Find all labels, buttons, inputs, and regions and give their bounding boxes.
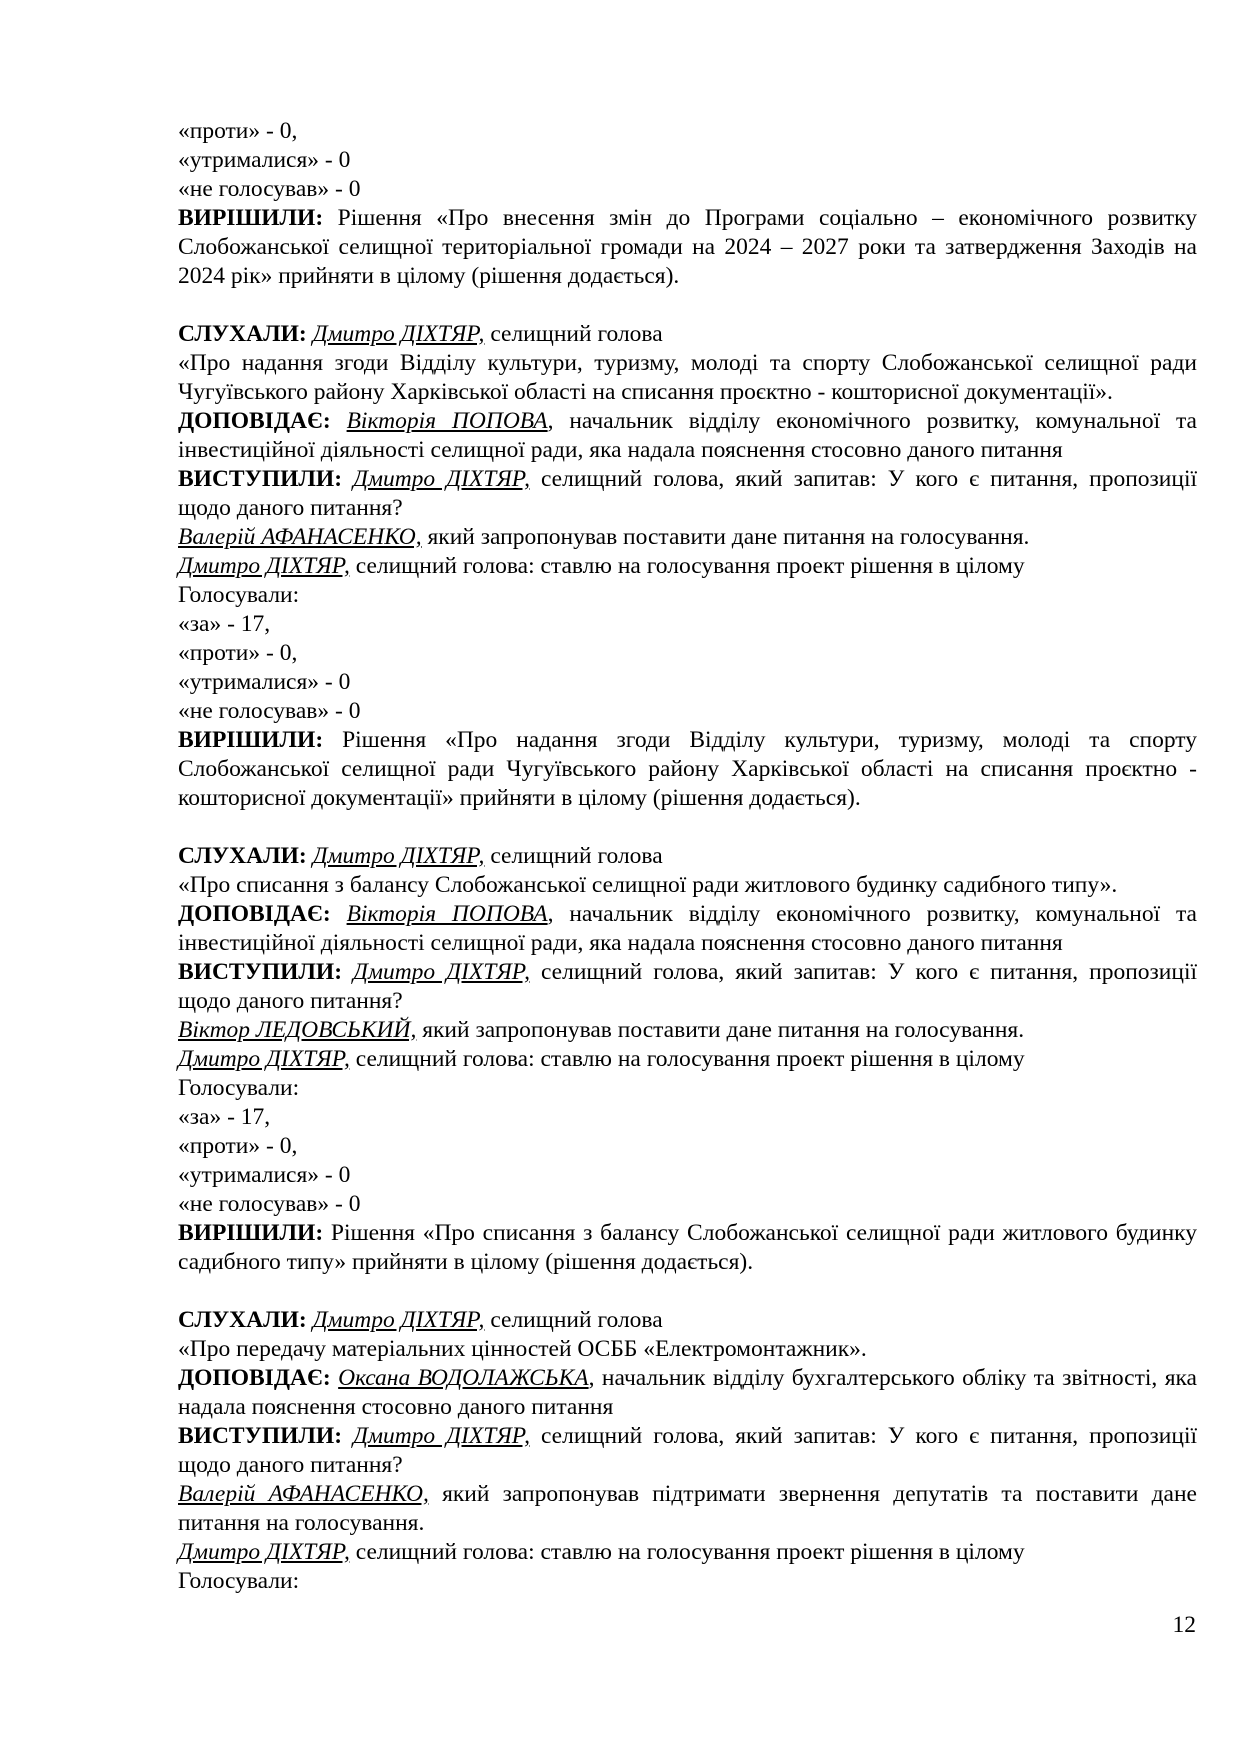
proposal-paragraph — [178, 1016, 1197, 1045]
spoke-paragraph — [178, 465, 1197, 523]
agenda-item-2 — [178, 842, 1197, 1277]
report-paragraph — [178, 407, 1197, 465]
chair-paragraph — [178, 1538, 1197, 1567]
heard-role: селищний голова — [484, 321, 663, 347]
spoke-text: селищний голова, який запитав: У кого є питання, пропозиції щодо даного питання? — [178, 466, 1198, 521]
vote-not-voted: «не голосував» - 0 — [178, 1191, 361, 1217]
spoke-person: Дмитро ДІХТЯР, — [353, 1423, 530, 1449]
heard-label: СЛУХАЛИ: — [178, 321, 307, 347]
agenda-item-1 — [178, 320, 1197, 813]
vote-not-voted: «не голосував» - 0 — [178, 698, 361, 724]
chair-person: Дмитро ДІХТЯР, — [178, 553, 350, 579]
decision-paragraph — [178, 726, 1197, 813]
section-gap — [178, 291, 1197, 320]
proposal-paragraph — [178, 523, 1197, 552]
report-person: Вікторія ПОПОВА — [346, 408, 548, 434]
report-label: ДОПОВІДАЄ: — [178, 408, 331, 434]
proposal-text: який запропонував поставити дане питання на голосування. — [421, 524, 1030, 550]
decision-paragraph — [178, 1219, 1197, 1277]
heard-role: селищний голова — [484, 843, 663, 869]
report-text: , начальник відділу бухгалтерського обліку та звітності, яка надала пояснення стосовно даного питання — [178, 1365, 1197, 1420]
decision-label: ВИРІШИЛИ: — [178, 1220, 324, 1246]
heard-label: СЛУХАЛИ: — [178, 1307, 307, 1333]
heard-person: Дмитро ДІХТЯР, — [312, 1307, 485, 1333]
decision-label: ВИРІШИЛИ: — [178, 727, 324, 753]
spoke-person: Дмитро ДІХТЯР, — [353, 959, 530, 985]
decision-text: Рішення «Про внесення змін до Програми соціально – економічного розвитку Слобожанської селищної територіальної громади на 2024 – 2027 роки та затвердження Заходів на 2024 рік» прийняти в цілому (рішення додається). — [178, 205, 1197, 289]
vote-abstained: «утрималися» - 0 — [178, 669, 351, 695]
topic-paragraph: «Про надання згоди Відділу культури, туризму, молоді та спорту Слобожанської селищної ради Чугуївського району Харківської області на списання проєктно - кошторисної документації». — [178, 350, 1197, 405]
heard-line — [178, 320, 1197, 349]
page-content — [178, 117, 1197, 1596]
vote-abstained: «утрималися» - 0 — [178, 1162, 351, 1188]
heard-person: Дмитро ДІХТЯР, — [312, 321, 485, 347]
decision-text: Рішення «Про списання з балансу Слобожанської селищної ради житлового будинку садибного типу» прийняти в цілому (рішення додається). — [178, 1220, 1197, 1275]
heard-line — [178, 842, 1197, 871]
vote-for: «за» - 17, — [178, 1104, 271, 1130]
vote-against: «проти» - 0, — [178, 118, 298, 144]
section-gap — [178, 813, 1197, 842]
report-label: ДОПОВІДАЄ: — [178, 901, 331, 927]
spoke-paragraph — [178, 958, 1197, 1016]
vote-abstained: «утрималися» - 0 — [178, 147, 351, 173]
report-paragraph — [178, 1364, 1197, 1422]
report-paragraph — [178, 900, 1197, 958]
chair-person: Дмитро ДІХТЯР, — [178, 1046, 350, 1072]
heard-role: селищний голова — [484, 1307, 663, 1333]
report-text: , начальник відділу економічного розвитку, комунальної та інвестиційної діяльності селищної ради, яка надала пояснення стосовно даного питання — [178, 408, 1197, 463]
voted-label: Голосували: — [178, 582, 300, 608]
agenda-item-3 — [178, 1306, 1197, 1596]
heard-label: СЛУХАЛИ: — [178, 843, 307, 869]
chair-text: селищний голова: ставлю на голосування проект рішення в цілому — [349, 1539, 1025, 1565]
vote-not-voted: «не голосував» - 0 — [178, 176, 361, 202]
proposal-paragraph — [178, 1480, 1197, 1538]
spoke-label: ВИСТУПИЛИ: — [178, 466, 343, 492]
voted-label: Голосували: — [178, 1568, 300, 1594]
vote-for: «за» - 17, — [178, 611, 271, 637]
vote-against: «проти» - 0, — [178, 1133, 298, 1159]
spoke-paragraph — [178, 1422, 1197, 1480]
spoke-label: ВИСТУПИЛИ: — [178, 959, 343, 985]
heard-person: Дмитро ДІХТЯР, — [312, 843, 485, 869]
report-person: Вікторія ПОПОВА — [346, 901, 548, 927]
voted-label: Голосували: — [178, 1075, 300, 1101]
spoke-text: селищний голова, який запитав: У кого є питання, пропозиції щодо даного питання? — [178, 959, 1198, 1014]
report-text: , начальник відділу економічного розвитку, комунальної та інвестиційної діяльності селищної ради, яка надала пояснення стосовно даного питання — [178, 901, 1197, 956]
report-label: ДОПОВІДАЄ: — [178, 1365, 331, 1391]
decision-text: Рішення «Про надання згоди Відділу культури, туризму, молоді та спорту Слобожанської селищної ради Чугуївського району Харківської області на списання проєктно - кошторисної документації» прийняти в цілому (рішення додається). — [178, 727, 1197, 811]
page-number: 12 — [1172, 1612, 1196, 1638]
decision-paragraph — [178, 204, 1197, 291]
section-gap — [178, 1277, 1197, 1306]
proposal-text: який запропонував поставити дане питання на голосування. — [416, 1017, 1025, 1043]
spoke-person: Дмитро ДІХТЯР, — [353, 466, 530, 492]
heard-line — [178, 1306, 1197, 1335]
chair-paragraph — [178, 552, 1197, 581]
decision-label: ВИРІШИЛИ: — [178, 205, 324, 231]
report-person: Оксана ВОДОЛАЖСЬКА — [338, 1365, 589, 1391]
chair-person: Дмитро ДІХТЯР, — [178, 1539, 350, 1565]
proposal-text: який запропонував підтримати звернення депутатів та поставити дане питання на голосування. — [178, 1481, 1197, 1536]
vote-tail-previous — [178, 117, 1197, 291]
chair-text: селищний голова: ставлю на голосування проект рішення в цілому — [349, 1046, 1025, 1072]
chair-paragraph — [178, 1045, 1197, 1074]
proposal-person: Валерій АФАНАСЕНКО, — [178, 1481, 429, 1507]
spoke-text: селищний голова, який запитав: У кого є питання, пропозиції щодо даного питання? — [178, 1423, 1198, 1478]
proposal-person: Віктор ЛЕДОВСЬКИЙ, — [178, 1017, 417, 1043]
topic-paragraph: «Про передачу матеріальних цінностей ОСББ «Електромонтажник». — [178, 1336, 867, 1362]
spoke-label: ВИСТУПИЛИ: — [178, 1423, 343, 1449]
proposal-person: Валерій АФАНАСЕНКО, — [178, 524, 422, 550]
topic-paragraph: «Про списання з балансу Слобожанської селищної ради житлового будинку садибного типу». — [178, 872, 1118, 898]
vote-against: «проти» - 0, — [178, 640, 298, 666]
chair-text: селищний голова: ставлю на голосування проект рішення в цілому — [349, 553, 1025, 579]
